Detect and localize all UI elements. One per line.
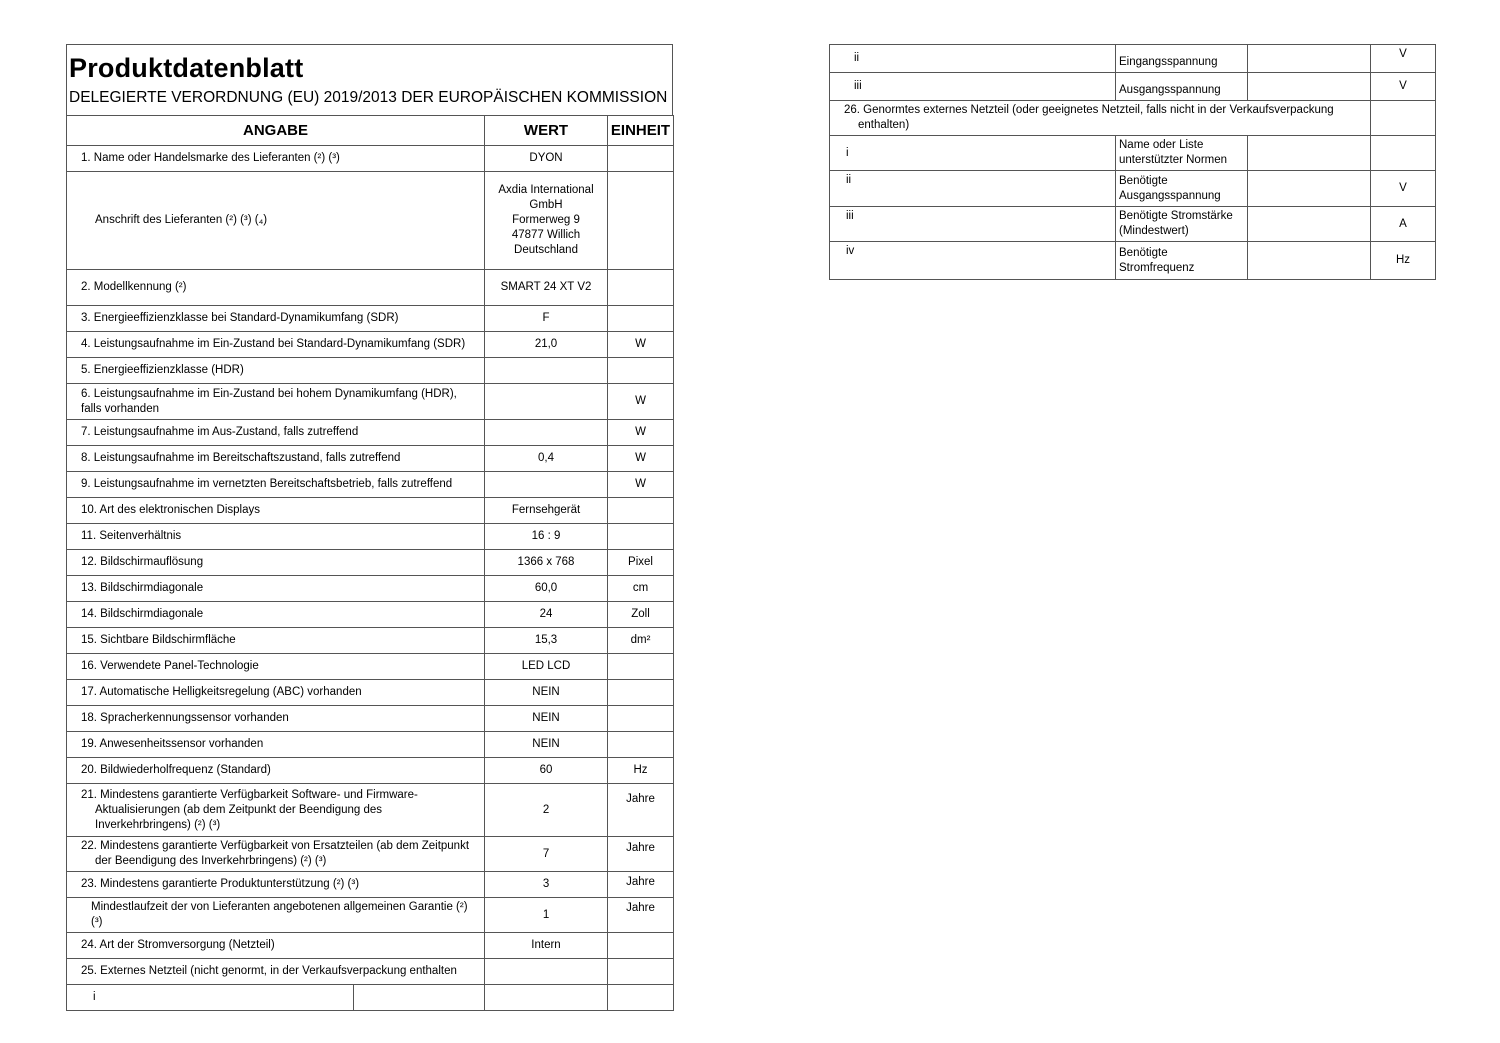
table-row (67, 384, 674, 420)
table-row (830, 171, 1436, 207)
row-unit: W (608, 472, 674, 498)
row-unit (608, 498, 674, 524)
row-value: NEIN (485, 706, 608, 732)
row-label: Eingangsspannung (1116, 45, 1248, 73)
table-row (67, 602, 674, 628)
table-row (67, 550, 674, 576)
row-unit (608, 985, 674, 1011)
row-description: 11. Seitenverhältnis (67, 524, 485, 550)
table-row (67, 306, 674, 332)
column-header-value: WERT (485, 116, 608, 146)
table-row (830, 73, 1436, 101)
row-unit: Jahre (608, 837, 674, 872)
row-value (485, 420, 608, 446)
row-label: Benötigte Stromstärke (Mindestwert) (1116, 207, 1248, 242)
table-row (67, 576, 674, 602)
row-description: 13. Bildschirmdiagonale (67, 576, 485, 602)
row-value: 2 (485, 784, 608, 837)
row-unit: V (1371, 45, 1436, 73)
row-unit: W (608, 332, 674, 358)
table-row (67, 270, 674, 306)
row-value: 60 (485, 758, 608, 784)
row-unit: Hz (608, 758, 674, 784)
table-row (67, 985, 674, 1011)
row-subindex: ii (830, 171, 1116, 207)
row-subindex: iv (830, 242, 1116, 280)
title-block (66, 44, 673, 115)
row-description: 24. Art der Stromversorgung (Netzteil) (67, 933, 485, 959)
row-subindex: i (830, 136, 1116, 171)
table-row (67, 146, 674, 172)
row-unit (608, 146, 674, 172)
row-unit: Jahre (608, 872, 674, 898)
row-value-address (485, 172, 608, 270)
address-line: Formerweg 9 (512, 214, 580, 226)
address-line: Deutschland (514, 244, 578, 256)
table-row (67, 172, 674, 270)
row-value: Fernsehgerät (485, 498, 608, 524)
row-unit (1371, 136, 1436, 171)
document-title: Produktdatenblatt (69, 53, 304, 83)
row-unit: dm² (608, 628, 674, 654)
row-description: i (67, 985, 354, 1011)
row-description: 22. Mindestens garantierte Verfügbarkeit von Ersatzteilen (ab dem Zeitpunkt der Beendigung des Inverkehrbringens) (²) (³) (81, 840, 470, 867)
row-value (1248, 45, 1371, 73)
datasheet-right (829, 44, 1435, 280)
row-description: 1. Name oder Handelsmarke des Lieferanten (²) (³) (67, 146, 485, 172)
row-description: 17. Automatische Helligkeitsregelung (ABC) vorhanden (67, 680, 485, 706)
row-description: 2. Modellkennung (²) (67, 270, 485, 306)
table-row (67, 706, 674, 732)
row-value (1248, 171, 1371, 207)
row-unit: V (1371, 73, 1436, 101)
row-description: 18. Spracherkennungssensor vorhanden (67, 706, 485, 732)
row-subvalue (354, 985, 485, 1011)
row-description: 9. Leistungsaufnahme im vernetzten Bereitschaftsbetrieb, falls zutreffend (67, 472, 485, 498)
table-row (67, 420, 674, 446)
row-label: Benötigte Stromfrequenz (1116, 242, 1248, 280)
row-description: 20. Bildwiederholfrequenz (Standard) (67, 758, 485, 784)
row-value: 16 : 9 (485, 524, 608, 550)
row-value (1248, 242, 1371, 280)
row-unit (608, 172, 674, 270)
row-unit: W (608, 446, 674, 472)
address-line: GmbH (529, 199, 563, 211)
row-description: 14. Bildschirmdiagonale (67, 602, 485, 628)
row-value: DYON (485, 146, 608, 172)
row-value (1248, 207, 1371, 242)
row-label: Ausgangsspannung (1116, 73, 1248, 101)
table-row (67, 732, 674, 758)
row-value (485, 384, 608, 420)
table-row (67, 524, 674, 550)
row-description: 15. Sichtbare Bildschirmfläche (67, 628, 485, 654)
table-header-row (67, 116, 674, 146)
address-line: Axdia International (498, 184, 594, 196)
row-unit (608, 959, 674, 985)
row-value: NEIN (485, 680, 608, 706)
row-description: 23. Mindestens garantierte Produktunterstützung (²) (³) (67, 872, 485, 898)
table-row (67, 680, 674, 706)
row-unit: V (1371, 171, 1436, 207)
row-description: Anschrift des Lieferanten (²) (³) (₄) (95, 214, 268, 226)
row-unit (608, 524, 674, 550)
row-subindex: iii (830, 207, 1116, 242)
row-value: 0,4 (485, 446, 608, 472)
row-unit (608, 306, 674, 332)
table-row (67, 332, 674, 358)
product-data-table (66, 115, 674, 1011)
table-row (67, 898, 674, 933)
table-row (67, 784, 674, 837)
row-unit (608, 680, 674, 706)
row-unit: Pixel (608, 550, 674, 576)
table-row (67, 872, 674, 898)
row-subindex: ii (830, 45, 1116, 73)
table-row (830, 45, 1436, 73)
row-description: 5. Energieeffizienzklasse (HDR) (67, 358, 485, 384)
row-unit (608, 732, 674, 758)
row-unit: W (608, 420, 674, 446)
row-description: 25. Externes Netzteil (nicht genormt, in der Verkaufsverpackung enthalten (67, 959, 485, 985)
row-label: Name oder Liste unterstützter Normen (1116, 136, 1248, 171)
table-row (67, 933, 674, 959)
row-unit: Hz (1371, 242, 1436, 280)
row-value (485, 959, 608, 985)
column-header-unit: EINHEIT (608, 116, 674, 146)
row-value: 1 (485, 898, 608, 933)
table-row (67, 837, 674, 872)
row-unit (608, 933, 674, 959)
row-value: 7 (485, 837, 608, 872)
row-subindex: iii (830, 73, 1116, 101)
row-description: 21. Mindestens garantierte Verfügbarkeit Software- und Firmware-Aktualisierungen (ab dem Zeitpunkt der Beendigung des Inverkehrbringens) (²) (³) (81, 788, 418, 831)
row-value (1248, 136, 1371, 171)
row-description: 19. Anwesenheitssensor vorhanden (67, 732, 485, 758)
row-value: SMART 24 XT V2 (485, 270, 608, 306)
row-unit: Jahre (608, 898, 674, 933)
table-row (67, 498, 674, 524)
row-value: Intern (485, 933, 608, 959)
row-value: 24 (485, 602, 608, 628)
table-row (830, 242, 1436, 280)
row-description: 6. Leistungsaufnahme im Ein-Zustand bei hohem Dynamikumfang (HDR), falls vorhanden (67, 384, 485, 420)
table-row (830, 101, 1436, 136)
row-value: 1366 x 768 (485, 550, 608, 576)
table-row (830, 207, 1436, 242)
row-unit: Zoll (608, 602, 674, 628)
row-value (485, 358, 608, 384)
row-description: 8. Leistungsaufnahme im Bereitschaftszustand, falls zutreffend (67, 446, 485, 472)
row-description: 4. Leistungsaufnahme im Ein-Zustand bei Standard-Dynamikumfang (SDR) (67, 332, 485, 358)
row-value: LED LCD (485, 654, 608, 680)
row-description: 16. Verwendete Panel-Technologie (67, 654, 485, 680)
row-value: 21,0 (485, 332, 608, 358)
table-row (67, 654, 674, 680)
row-description: 12. Bildschirmauflösung (67, 550, 485, 576)
row-unit: W (608, 384, 674, 420)
row-description: 10. Art des elektronischen Displays (67, 498, 485, 524)
row-description: 7. Leistungsaufnahme im Aus-Zustand, falls zutreffend (67, 420, 485, 446)
row-unit (608, 654, 674, 680)
column-header-description: ANGABE (67, 116, 485, 146)
row-unit: A (1371, 207, 1436, 242)
row-value: F (485, 306, 608, 332)
row-description: 3. Energieeffizienzklasse bei Standard-Dynamikumfang (SDR) (67, 306, 485, 332)
table-row (67, 758, 674, 784)
row-value: 60,0 (485, 576, 608, 602)
row-value (485, 985, 608, 1011)
row-value: 3 (485, 872, 608, 898)
table-row (67, 628, 674, 654)
section-heading: 26. Genormtes externes Netzteil (oder geeignetes Netzteil, falls nicht in der Verkaufsverpackung enthalten) (844, 104, 1334, 131)
row-unit (608, 270, 674, 306)
row-value (1248, 73, 1371, 101)
datasheet-left (66, 44, 673, 1011)
row-value (485, 472, 608, 498)
document-subtitle: DELEGIERTE VERORDNUNG (EU) 2019/2013 DER EUROPÄISCHEN KOMMISSION (69, 89, 668, 106)
table-row (67, 358, 674, 384)
table-row (830, 136, 1436, 171)
table-row (67, 472, 674, 498)
power-supply-table (829, 44, 1436, 280)
table-row (67, 959, 674, 985)
row-unit (608, 358, 674, 384)
address-line: 47877 Willich (511, 229, 581, 241)
row-label: Benötigte Ausgangsspannung (1116, 171, 1248, 207)
row-value: 15,3 (485, 628, 608, 654)
row-description: Mindestlaufzeit der von Lieferanten angebotenen allgemeinen Garantie (²) (³) (67, 898, 485, 933)
row-value: NEIN (485, 732, 608, 758)
row-unit: cm (608, 576, 674, 602)
table-row (67, 446, 674, 472)
row-unit: Jahre (608, 784, 674, 837)
row-unit (608, 706, 674, 732)
